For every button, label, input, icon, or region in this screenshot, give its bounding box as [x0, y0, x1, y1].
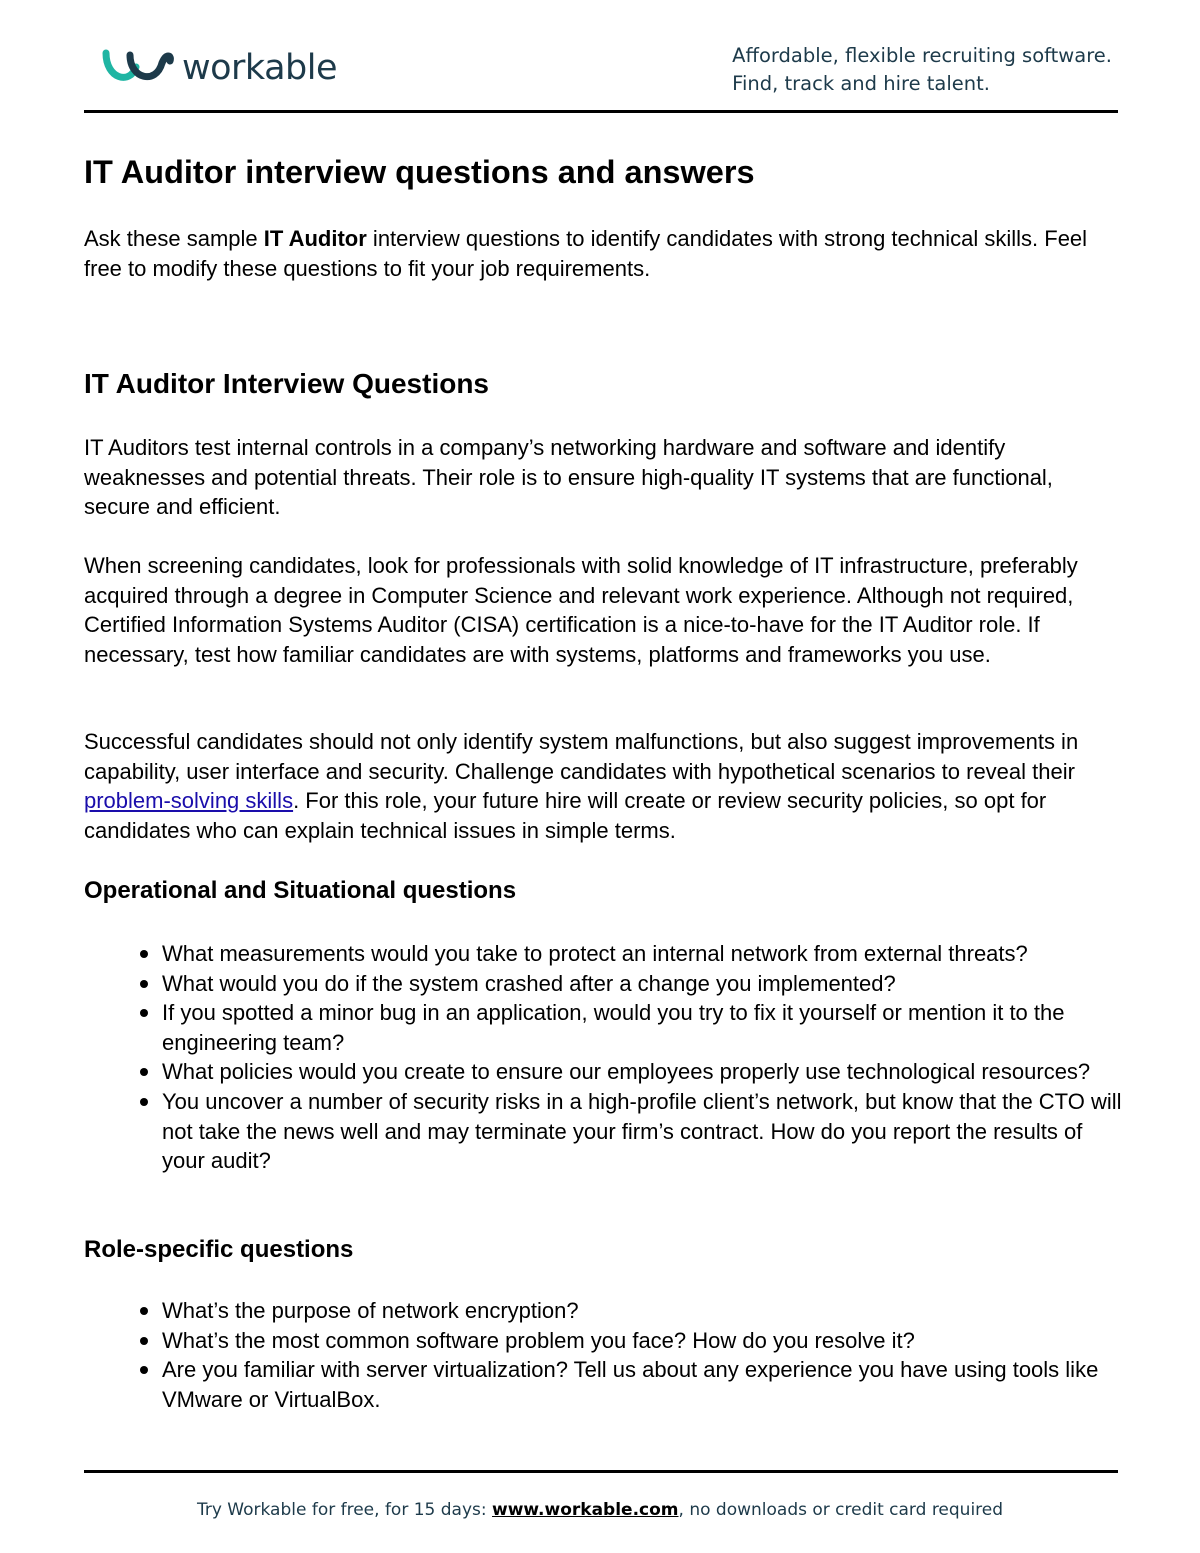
footer-text-before: Try Workable for free, for 15 days: — [196, 1500, 493, 1520]
list-item — [84, 1355, 1124, 1414]
bullet-icon — [140, 1337, 148, 1345]
intro-text-after: interview questions to identify candidates with strong technical skills. Feel free to modify these questions to fit your job requirements. — [84, 226, 1088, 281]
list-item-text: What measurements would you take to protect an internal network from external threats? — [162, 941, 1028, 966]
tagline-line-2: Find, track and hire talent. — [732, 72, 991, 95]
list-item-text: What’s the purpose of network encryption? — [162, 1298, 579, 1323]
footer-text-after: , no downloads or credit card required — [678, 1500, 1004, 1520]
bullet-icon — [140, 1366, 148, 1374]
problem-solving-skills-link[interactable]: problem-solving skills — [84, 788, 294, 814]
logo-wordmark: workable — [182, 48, 338, 88]
bullet-icon — [140, 950, 148, 958]
page-footer — [0, 1498, 1200, 1522]
list-item — [84, 1057, 1124, 1087]
list-item-text: If you spotted a minor bug in an application, would you try to fix it yourself or mention it to the engineering team? — [162, 1000, 1065, 1055]
bullet-icon — [140, 1009, 148, 1017]
header-divider — [84, 110, 1118, 113]
paragraph-successful-candidates — [84, 727, 1124, 845]
workable-logo[interactable] — [100, 48, 337, 88]
intro-paragraph — [84, 224, 1124, 283]
list-item-text: What’s the most common software problem you face? How do you resolve it? — [162, 1327, 915, 1353]
workable-website-link[interactable]: www.workable.com — [492, 1500, 679, 1520]
list-item — [84, 969, 1124, 999]
intro-role-name: IT Auditor — [263, 226, 367, 251]
paragraph-screening: When screening candidates, look for professionals with solid knowledge of IT infrastructure, preferably acquired through a degree in Computer Science and relevant work experience. Although not required, Certified Information Systems Auditor (CISA) certification is a nice-to-have for the IT Auditor role. If necessary, test how familiar candidates are with systems, platforms and frameworks you use. — [84, 553, 1078, 667]
list-item — [84, 1296, 1124, 1326]
paragraph-role-description: IT Auditors test internal controls in a company’s networking hardware and software and identify weaknesses and potential threats. Their role is to ensure high-quality IT systems that are functional, secure and efficient. — [84, 435, 1053, 520]
page-title: IT Auditor interview questions and answers — [84, 154, 755, 190]
p3-text-before: Successful candidates should not only identify system malfunctions, but also suggest improvements in capability, user interface and security. Challenge candidates with hypothetical scenarios to reveal their — [84, 729, 1079, 784]
list-item-text: What policies would you create to ensure our employees properly use technological resources? — [162, 1059, 1091, 1085]
list-item — [84, 1087, 1124, 1176]
list-item — [84, 1326, 1124, 1356]
section-heading: IT Auditor Interview Questions — [84, 368, 490, 399]
bullet-icon — [140, 1098, 148, 1106]
role-specific-heading: Role-specific questions — [84, 1236, 354, 1263]
list-item-text: Are you familiar with server virtualization? Tell us about any experience you have using tools like VMware or VirtualBox. — [162, 1357, 1099, 1412]
bullet-icon — [140, 1307, 148, 1315]
role-specific-questions-list — [84, 1296, 1124, 1414]
p3-text-after: . For this role, your future hire will create or review security policies, so opt for candidates who can explain technical issues in simple terms. — [84, 788, 1047, 843]
list-item — [84, 939, 1124, 969]
list-item-text: You uncover a number of security risks in a high-profile client’s network, but know that the CTO will not take the news well and may terminate your firm’s contract. How do you report the results of your audit? — [162, 1088, 1122, 1174]
list-item — [84, 998, 1124, 1057]
workable-logo-icon — [100, 49, 174, 87]
operational-questions-list — [84, 939, 1124, 1176]
footer-divider — [84, 1470, 1118, 1473]
intro-text-before: Ask these sample — [84, 226, 264, 251]
bullet-icon — [140, 980, 148, 988]
header-tagline — [732, 42, 1112, 98]
page-header — [84, 40, 1118, 100]
operational-heading: Operational and Situational questions — [84, 877, 517, 904]
bullet-icon — [140, 1068, 148, 1076]
tagline-line-1: Affordable, flexible recruiting software. — [732, 44, 1112, 67]
list-item-text: What would you do if the system crashed after a change you implemented? — [162, 970, 896, 996]
